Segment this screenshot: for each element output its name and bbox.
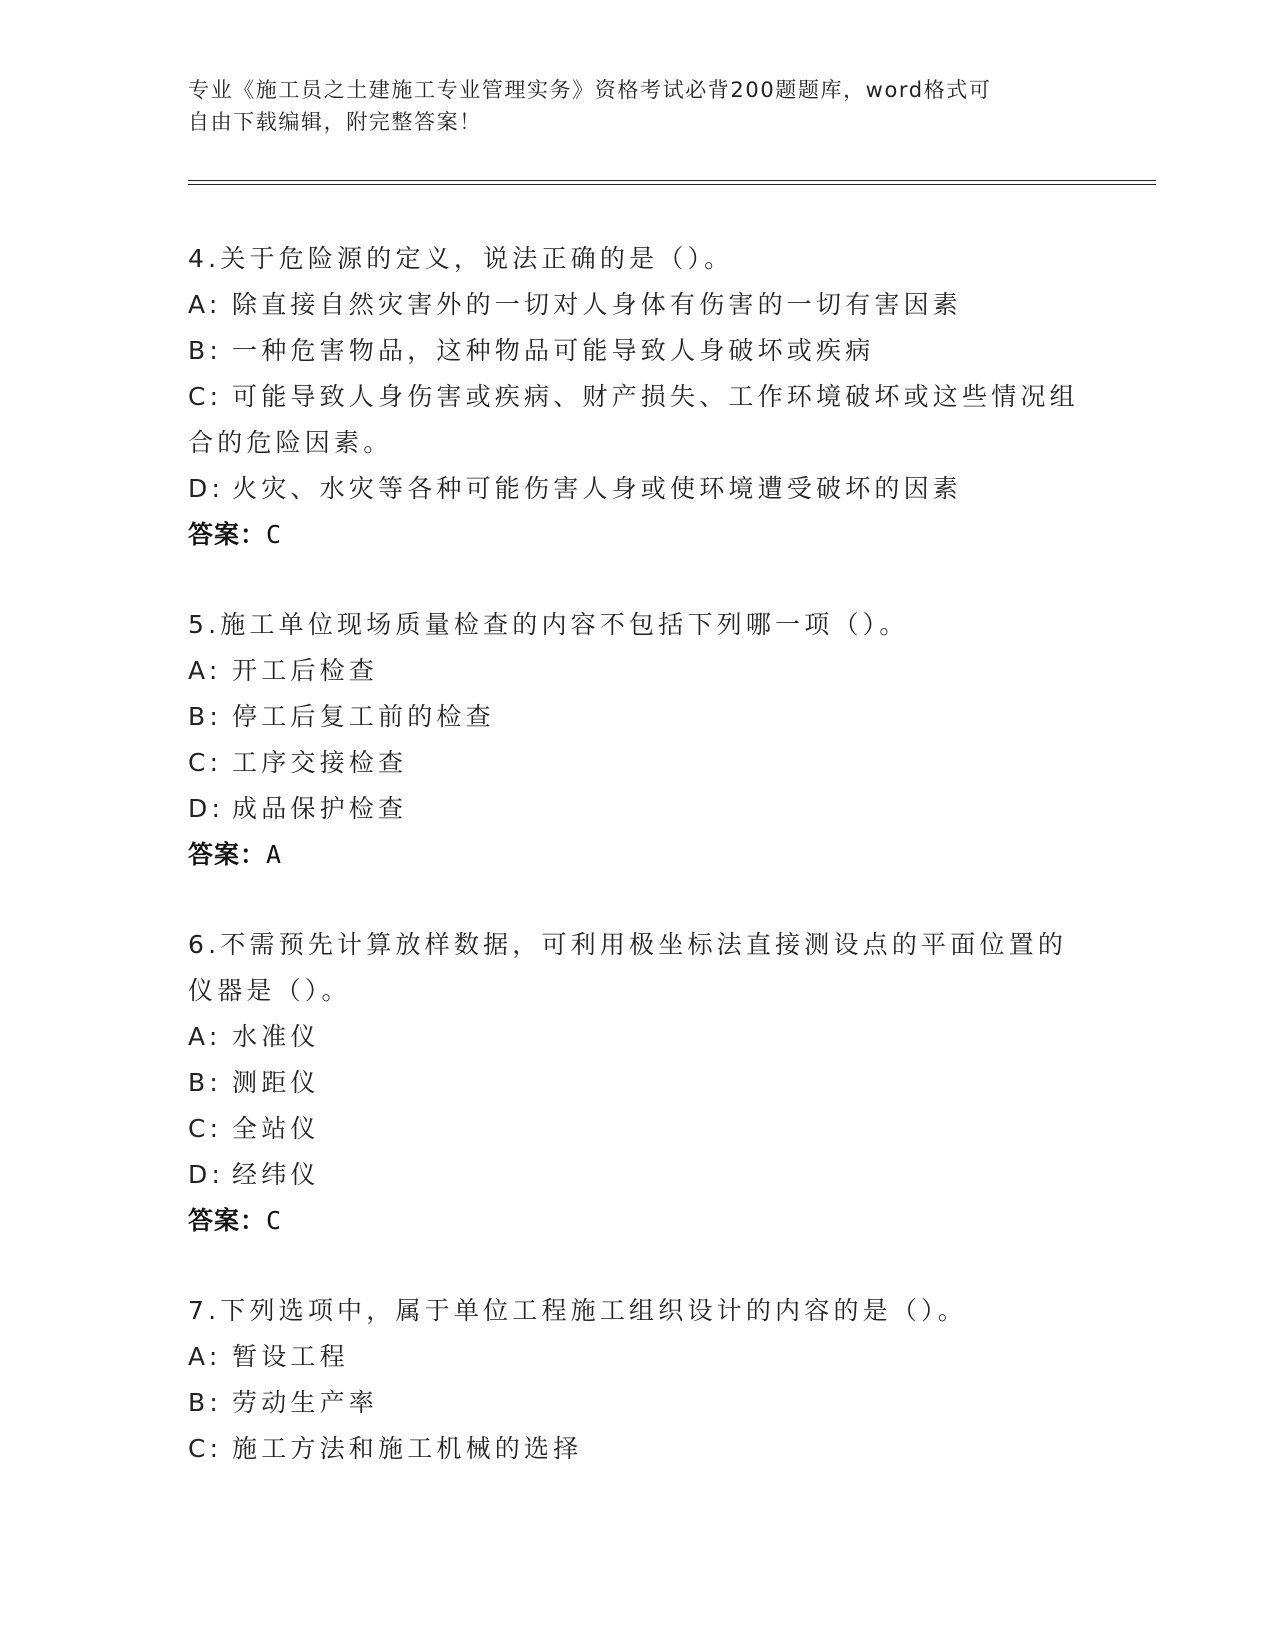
question-item (188, 602, 1088, 878)
option-text: 工序交接检查 (232, 748, 408, 777)
header-title-line-2: 自由下载编辑，附完整答案！ (188, 110, 482, 134)
option-letter: A: (188, 290, 222, 319)
option-letter: B: (188, 702, 222, 731)
option-item (188, 694, 1088, 740)
option-item (188, 1152, 1088, 1198)
answer-label: 答案： (188, 520, 267, 549)
option-text: 一种危害物品，这种物品可能导致人身破坏或疾病 (232, 336, 875, 365)
option-item (188, 466, 1088, 512)
option-text: 测距仪 (232, 1068, 320, 1097)
option-text: 停工后复工前的检查 (232, 702, 495, 731)
option-item (188, 282, 1088, 328)
option-item (188, 1014, 1088, 1060)
question-item (188, 236, 1088, 558)
option-item (188, 648, 1088, 694)
option-text: 劳动生产率 (232, 1388, 379, 1417)
answer-value: C (266, 520, 283, 549)
answer-value: A (266, 840, 283, 869)
option-letter: C: (188, 1434, 223, 1463)
option-letter: D: (188, 794, 225, 823)
option-item (188, 1106, 1088, 1152)
option-letter: C: (188, 1114, 223, 1143)
option-text: 施工方法和施工机械的选择 (232, 1434, 583, 1463)
option-item (188, 1426, 1088, 1472)
question-stem: 4.关于危险源的定义，说法正确的是（）。 (188, 244, 734, 273)
option-letter: B: (188, 336, 222, 365)
option-continuation: 合的危险因素。 (188, 428, 393, 457)
option-item (188, 740, 1088, 786)
question-stem: 6.不需预先计算放样数据，可利用极坐标法直接测设点的平面位置的 (188, 930, 1068, 959)
option-letter: B: (188, 1068, 222, 1097)
question-stem: 7.下列选项中，属于单位工程施工组织设计的内容的是（）。 (188, 1296, 967, 1325)
option-item (188, 374, 1088, 420)
option-letter: B: (188, 1388, 222, 1417)
option-item (188, 1060, 1088, 1106)
answer-label: 答案： (188, 840, 267, 869)
option-text: 水准仪 (232, 1022, 320, 1051)
option-text: 暂设工程 (232, 1342, 349, 1371)
option-text: 成品保护检查 (232, 794, 408, 823)
option-item (188, 328, 1088, 374)
option-letter: D: (188, 474, 225, 503)
option-item (188, 786, 1088, 832)
answer-line (188, 1198, 1088, 1244)
option-item (188, 1380, 1088, 1426)
option-text: 经纬仪 (232, 1160, 320, 1189)
answer-line (188, 832, 1088, 878)
answer-label: 答案： (188, 1206, 267, 1235)
question-list (188, 236, 1088, 1516)
question-item (188, 922, 1088, 1244)
option-text: 开工后检查 (232, 656, 379, 685)
option-text: 可能导致人身伤害或疾病、财产损失、工作环境破坏或这些情况组 (232, 382, 1079, 411)
question-item (188, 1288, 1088, 1472)
option-item (188, 1334, 1088, 1380)
option-text: 除直接自然灾害外的一切对人身体有伤害的一切有害因素 (232, 290, 963, 319)
header-title-line-1: 专业《施工员之土建施工专业管理实务》资格考试必背200题题库，word格式可 (188, 78, 992, 102)
option-letter: A: (188, 656, 222, 685)
option-letter: A: (188, 1022, 222, 1051)
question-stem: 5.施工单位现场质量检查的内容不包括下列哪一项（）。 (188, 610, 909, 639)
option-letter: A: (188, 1342, 222, 1371)
option-letter: C: (188, 382, 223, 411)
document-header (188, 74, 1088, 138)
option-letter: D: (188, 1160, 225, 1189)
option-text: 火灾、水灾等各种可能伤害人身或使环境遭受破坏的因素 (232, 474, 963, 503)
answer-value: C (266, 1206, 283, 1235)
option-letter: C: (188, 748, 223, 777)
answer-line (188, 512, 1088, 558)
header-divider-top (188, 180, 1156, 181)
option-text: 全站仪 (232, 1114, 320, 1143)
header-divider-bottom (188, 184, 1156, 185)
question-stem-continuation: 仪器是（）。 (188, 976, 351, 1005)
